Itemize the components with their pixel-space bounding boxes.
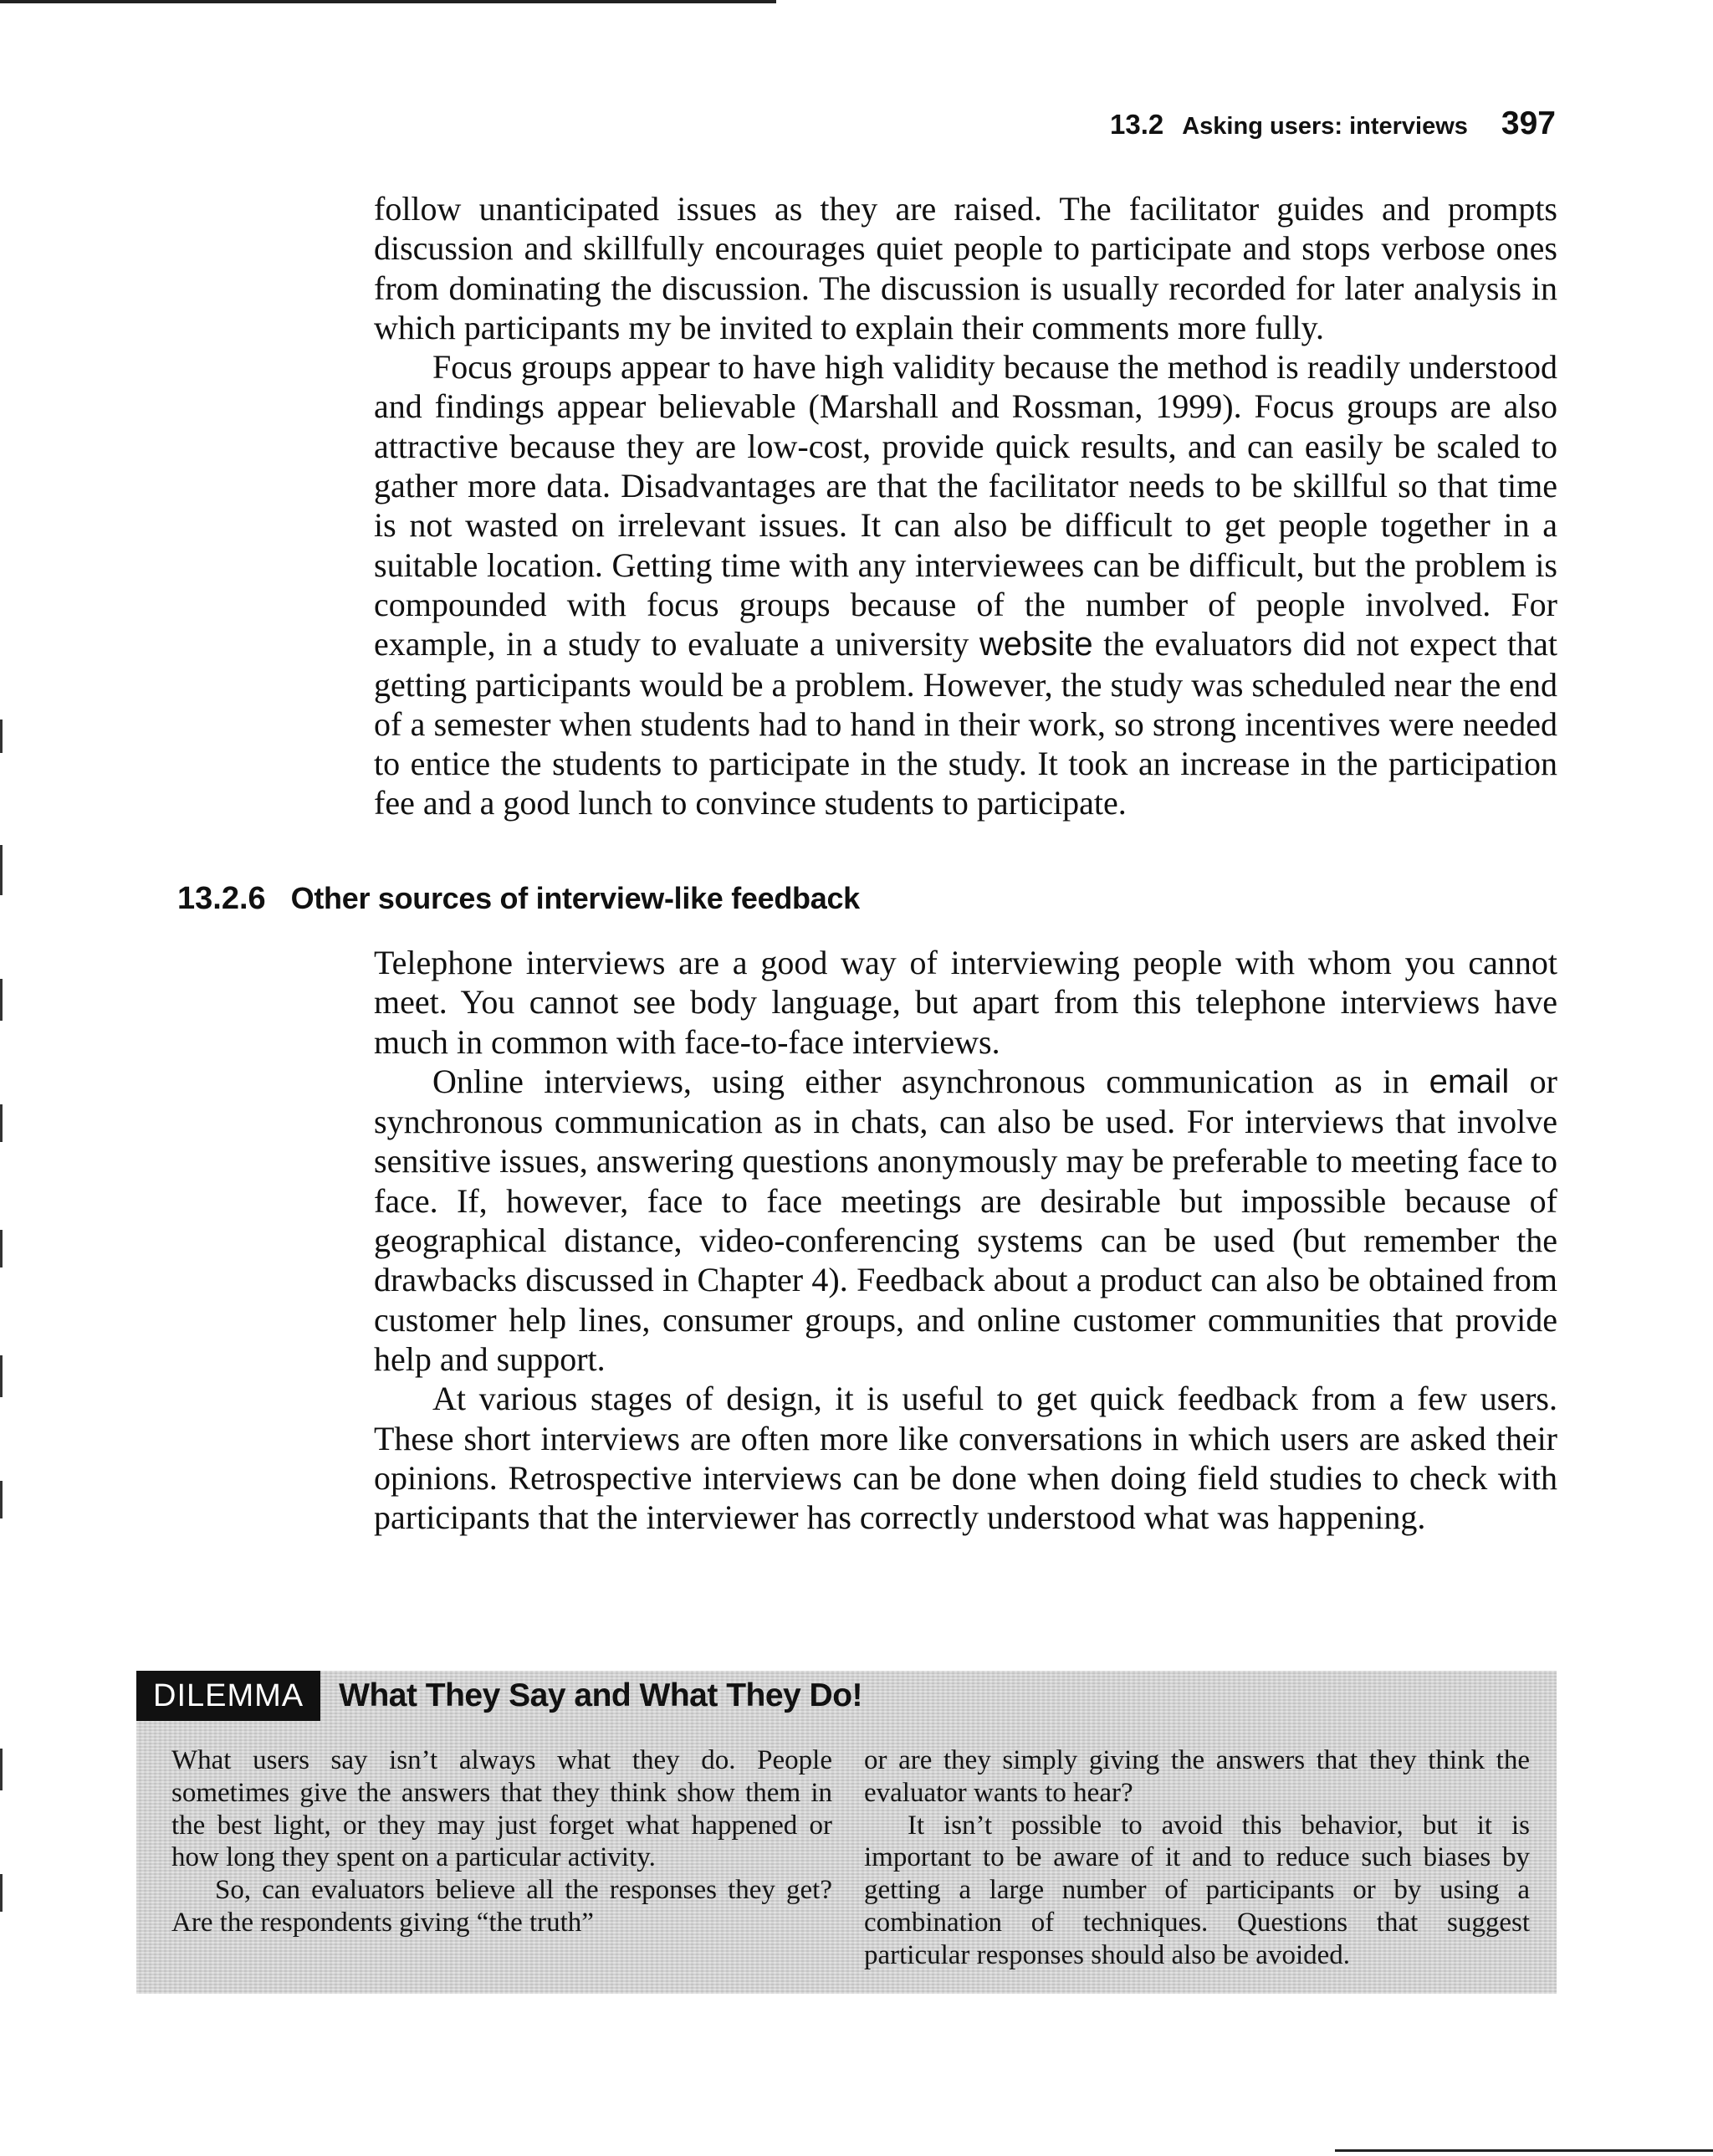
dilemma-paragraph: What users say isn’t always what they do. People sometimes give the answers that they think show them in the best light, or they may just forget what happened or how long they spent on a particular activity.	[171, 1745, 832, 1873]
paragraph	[374, 1062, 1557, 1379]
keyword-website: website	[979, 626, 1093, 663]
paragraph	[374, 347, 1557, 823]
top-edge-rule	[0, 0, 776, 3]
margin-mark	[0, 1104, 3, 1142]
dilemma-column-right	[864, 1744, 1530, 1972]
margin-mark	[0, 979, 3, 1021]
margin-mark	[0, 845, 3, 895]
paragraph: At various stages of design, it is useful to get quick feedback from a few users. These short interviews are often more like conversations in which users are asked their opinions. Retrospective interviews can be done when doing field studies to check with participants that the interviewer has correctly understood what was happening.	[374, 1380, 1557, 1537]
paragraph-text: or synchronous communication as in chats, can also be used. For interviews that involve sensitive issues, answering questions anonymously may be preferable to meeting face to face. If, however, face to face meetings are desirable but impossible because of geographical distance, video-conferencing systems can be used (but remember the drawbacks discussed in Chapter 4). Feedback about a product can also be obtained from customer help lines, consumer groups, and online customer communities that provide help and support.	[374, 1062, 1557, 1378]
running-head-section-number: 13.2	[1110, 109, 1164, 140]
paragraph-text: Online interviews, using either asynchronous communication as in	[432, 1062, 1409, 1100]
body-text-block-2	[374, 943, 1557, 1537]
bottom-edge-rule	[1335, 2149, 1713, 2152]
margin-mark	[0, 720, 3, 753]
paragraph-text: Focus groups appear to have high validity because the method is readily understood and findings appear believable (Marshall and Rossman, 1999). Focus groups are also attractive because they are low-cost, provide quick results, and can easily be scaled to gather more data. Disadvantages are that the facilitator needs to be skillful so that time is not wasted on irrelevant issues. It can also be difficult to get people together in a suitable location. Getting time with any interviewees can be difficult, but the problem is compounded with focus groups because of the number of people involved. For example, in a study to evaluate a university	[374, 348, 1557, 663]
dilemma-label: DILEMMA	[136, 1671, 320, 1721]
margin-mark	[0, 1481, 3, 1518]
paragraph-text: the evaluators did not expect that getting participants would be a problem. However, the study was scheduled near the end of a semester when students had to hand in their work, so strong incentives were needed to entice the students to participate in the study. It took an increase in the participation fee and a good lunch to convince students to participate.	[374, 625, 1558, 822]
section-heading	[177, 881, 860, 917]
margin-mark	[0, 1230, 3, 1267]
body-text-block-1	[374, 189, 1557, 823]
section-title: Other sources of interview-like feedback	[290, 881, 860, 915]
page-number: 397	[1501, 105, 1556, 141]
dilemma-title: What They Say and What They Do!	[339, 1677, 863, 1713]
dilemma-paragraph: It isn’t possible to avoid this behavior, but it is important to be aware of it and to reduce such biases by getting a large number of participants or by using a combination of techniques. Questions that suggest particular responses should also be avoided.	[864, 1810, 1530, 1970]
paragraph: follow unanticipated issues as they are raised. The facilitator guides and prompts discussion and skillfully encourages quiet people to participate and stops verbose ones from dominating the discussion. The discussion is usually recorded for later analysis in which participants my be invited to explain their comments more fully.	[374, 190, 1557, 346]
running-head	[1110, 105, 1556, 142]
margin-mark	[0, 1874, 3, 1912]
keyword-email: email	[1429, 1063, 1510, 1100]
section-number: 13.2.6	[177, 881, 266, 916]
dilemma-header	[136, 1671, 862, 1721]
running-head-title: Asking users: interviews	[1182, 113, 1468, 140]
dilemma-box	[136, 1671, 1557, 1994]
margin-mark	[0, 1749, 3, 1790]
dilemma-column-left	[171, 1744, 832, 1939]
dilemma-paragraph: So, can evaluators believe all the responses they get? Are the respondents giving “the truth”	[171, 1875, 832, 1938]
paragraph: Telephone interviews are a good way of interviewing people with whom you cannot meet. You cannot see body language, but apart from this telephone interviews have much in common with face-to-face interviews.	[374, 944, 1557, 1061]
dilemma-paragraph: or are they simply giving the answers that they think the evaluator wants to hear?	[864, 1745, 1530, 1808]
margin-mark	[0, 1355, 3, 1397]
